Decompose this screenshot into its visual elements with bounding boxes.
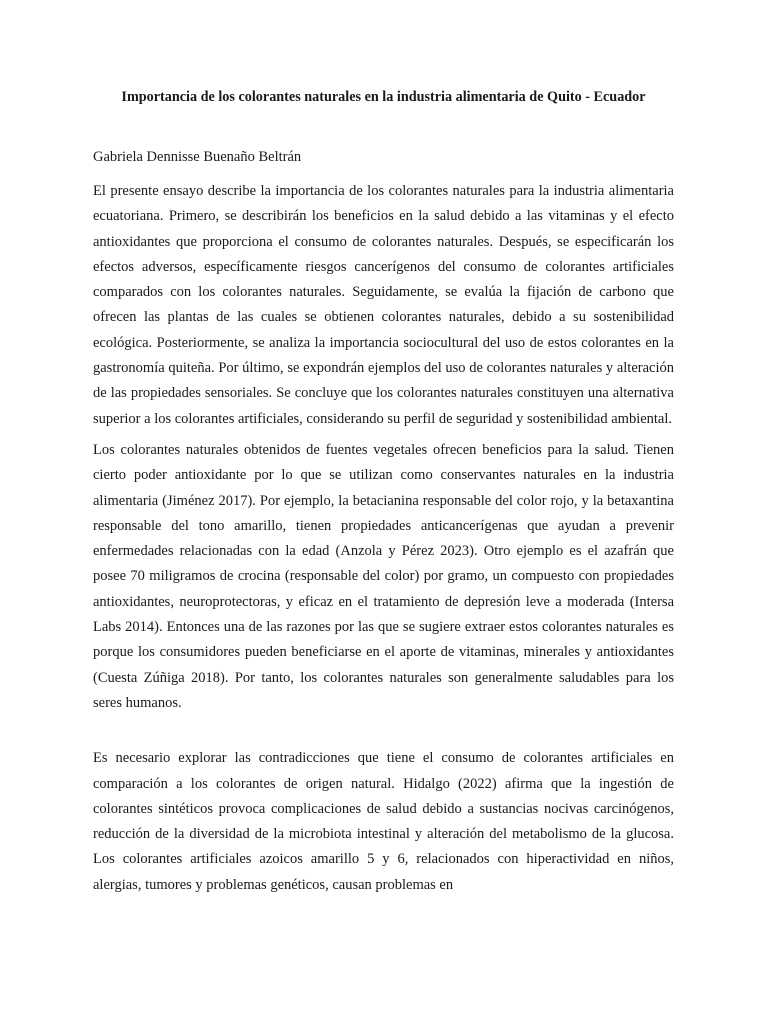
paragraph-intro: El presente ensayo describe la importancia de los colorantes naturales para la industria alimentaria ecuatoriana. Primero, se describirán los beneficios en la salud debido a las vitaminas y el efecto antioxidantes que proporciona el consumo de colorantes naturales. Después, se especificarán los efectos adversos, específicamente riesgos cancerígenos del consumo de colorantes artificiales comparados con los colorantes naturales. Seguidamente, se evalúa la fijación de carbono que ofrecen las plantas de las cuales se obtienen colorantes naturales, debido a su sostenibilidad ecológica. Posteriormente, se analiza la importancia sociocultural del uso de estos colorantes en la gastronomía quiteña. Por último, se expondrán ejemplos del uso de colorantes naturales y alteración de las propiedades sensoriales. Se concluye que los colorantes naturales constituyen una alternativa superior a los colorantes artificiales, considerando su perfil de seguridad y sostenibilidad ambiental. <box>93 183 674 427</box>
document-page <box>93 88 674 898</box>
paragraph-health-benefits: Los colorantes naturales obtenidos de fuentes vegetales ofrecen beneficios para la salud. Tienen cierto poder antioxidante por lo que se utilizan como conservantes naturales en la industria alimentaria (Jiménez 2017). Por ejemplo, la betacianina responsable del color rojo, y la betaxantina responsable del tono amarillo, tienen propiedades anticancerígenas que ayudan a prevenir enfermedades relacionadas con la edad (Anzola y Pérez 2023). Otro ejemplo es el azafrán que posee 70 miligramos de crocina (responsable del color) por gramo, un compuesto con propiedades antioxidantes, neuroprotectoras, y eficaz en el tratamiento de depresión leve a moderada (Intersa Labs 2014). Entonces una de las razones por las que se sugiere extraer estos colorantes naturales es porque los consumidores pueden beneficiarse en el aporte de vitaminas, minerales y antioxidantes (Cuesta Zúñiga 2018). Por tanto, los colorantes naturales son generalmente saludables para los seres humanos. <box>93 441 674 711</box>
paragraph-artificial-colorants: Es necesario explorar las contradicciones que tiene el consumo de colorantes artificiales en comparación a los colorantes de origen natural. Hidalgo (2022) afirma que la ingestión de colorantes sintéticos provoca complicaciones de salud debido a sustancias nocivas carcinógenos, reducción de la diversidad de la microbiota intestinal y alteración del metabolismo de la glucosa. Los colorantes artificiales azoicos amarillo 5 y 6, relacionados con hiperactividad en niños, alergias, tumores y problemas genéticos, causan problemas en <box>93 750 674 893</box>
document-title: Importancia de los colorantes naturales en la industria alimentaria de Quito - Ecuador <box>121 89 646 105</box>
author-name: Gabriela Dennisse Buenaño Beltrán <box>93 149 302 165</box>
